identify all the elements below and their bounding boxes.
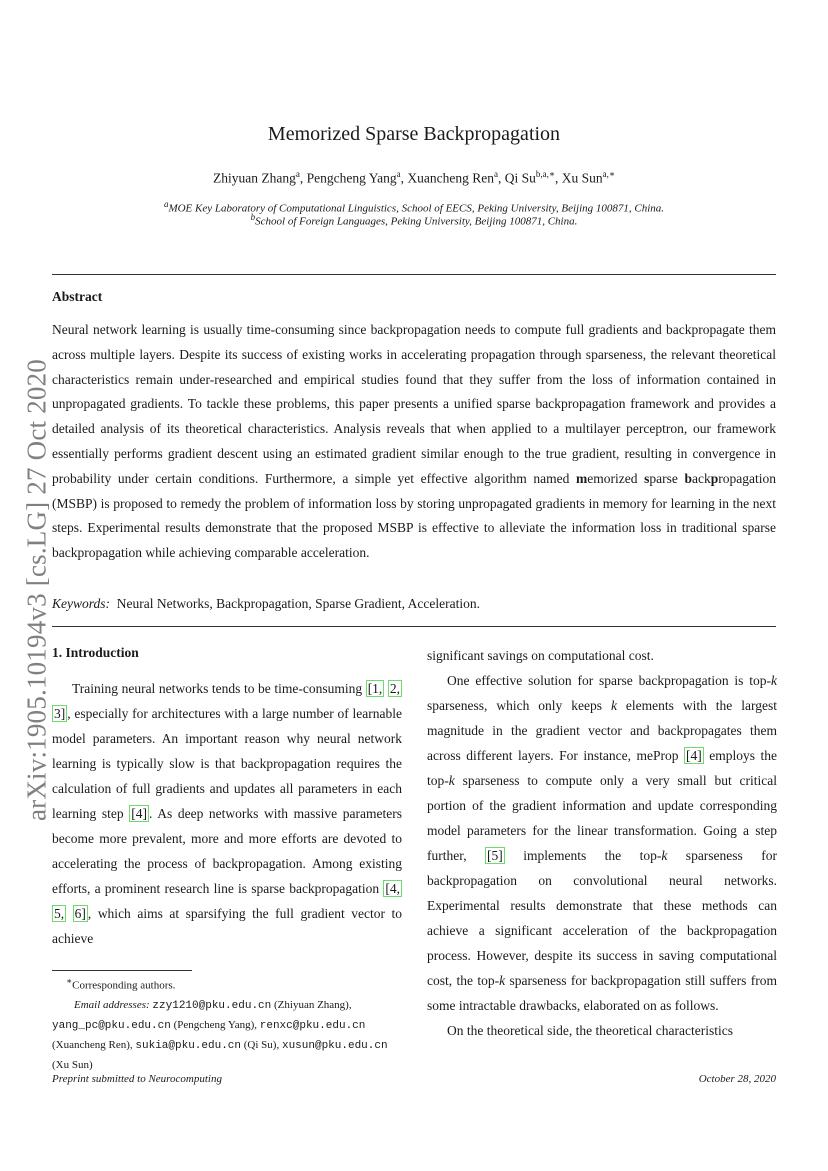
author-name: Pengcheng Yang — [306, 170, 397, 186]
footnote-line — [52, 1036, 402, 1056]
citation-link[interactable]: 6] — [74, 906, 86, 921]
footnote-line — [52, 972, 402, 996]
abstract-bold: s — [644, 470, 650, 486]
citation-link[interactable]: 2, — [389, 681, 401, 696]
affiliation-text: School of Foreign Languages, Peking University, Beijing 100871, China. — [255, 215, 578, 228]
email-address[interactable]: zzy1210@pku.edu.cn — [152, 999, 272, 1012]
arxiv-stamp: arXiv:1905.10194v3 [cs.LG] 27 Oct 2020 — [21, 358, 52, 822]
abstract-part: ack — [692, 470, 711, 486]
body-text: , especially for architectures with a large number of learnable model parameters. An important reason why neural network learning is typically slow is that backpropagation requires the calculation of full gradients and updates all parameters in each learning step — [52, 706, 402, 821]
keywords-text: Neural Networks, Backpropagation, Sparse Gradient, Acceleration. — [116, 596, 480, 611]
email-address[interactable]: renxc@pku.edu.cn — [259, 1019, 366, 1032]
footnote-line — [52, 1056, 402, 1075]
body-text: sparseness for backpropagation on convolutional neural networks. Experimental results demonstrate that these methods can achieve a significant acceleration of the backpropagation process. However, despite its success in saving computational cost, the top- — [427, 848, 777, 988]
abstract-bold: p — [710, 470, 719, 486]
footnote-line — [52, 996, 402, 1016]
footer-right: October 28, 2020 — [698, 1073, 776, 1085]
body-paragraph — [427, 668, 777, 1018]
email-owner: (Xuancheng Ren), — [52, 1038, 133, 1051]
math-k: k — [610, 698, 617, 713]
author-sup: a — [295, 169, 300, 179]
abstract-part: Neural network learning is usually time-consuming since backpropagation needs to compute full gradients and backpropagate them across multiple layers. Despite its success of existing works in accelerating propagation through sparseness, the relevant theoretical characteristics remain under-researched and empirical studies found that they suffer from the loss of information contained in unpropagated gradients. To tackle these problems, this paper presents a unified sparse backpropagation framework and provides a detailed analysis of its theoretical characteristics. Analysis reveals that when applied to a multilayer perceptron, our framework essentially performs gradient descent using an estimated gradient similar enough to the true gradient, resulting in convergence in probability under certain conditions. Furthermore, a simple yet effective algorithm named — [52, 322, 776, 486]
author-sup: a — [396, 169, 401, 179]
math-k: k — [771, 673, 777, 688]
citation-link[interactable]: [5] — [487, 848, 503, 863]
footnote-line — [52, 1016, 402, 1036]
intro-left-column — [52, 676, 402, 951]
bottom-rule — [52, 626, 776, 627]
abstract-heading: Abstract — [52, 289, 103, 304]
abstract-part: emorized — [587, 470, 645, 486]
math-k: k — [499, 973, 506, 988]
author-name: Xuancheng Ren — [407, 170, 494, 186]
top-rule — [52, 274, 776, 275]
abstract-part: parse — [649, 470, 685, 486]
body-text: employs the top- — [427, 748, 777, 788]
email-owner: (Zhiyuan Zhang), — [274, 998, 352, 1011]
intro-right-column — [427, 643, 777, 1043]
body-text: sparseness, which only keeps — [427, 698, 611, 713]
author-name: Xu Sun — [561, 170, 603, 186]
keywords — [52, 596, 480, 612]
math-k: k — [661, 848, 668, 863]
author-name: Zhiyuan Zhang — [213, 170, 296, 186]
citation-link[interactable]: 5, — [54, 906, 65, 921]
keywords-label: Keywords: — [52, 596, 110, 611]
footer-left: Preprint submitted to Neurocomputing — [52, 1073, 222, 1085]
author-sup: a — [493, 169, 498, 179]
body-text: implements the top- — [504, 848, 662, 863]
citation-link[interactable]: [4] — [685, 748, 702, 763]
body-text: Training neural networks tends to be time-consuming — [72, 681, 366, 696]
email-label: Email addresses: — [74, 998, 150, 1011]
body-paragraph: significant savings on computational cost. — [427, 648, 654, 663]
footnote-star: ∗ — [66, 976, 73, 986]
body-text: elements with the largest magnitude in the gradient vector and backpropagates them across different layers. For instance, meProp — [427, 698, 777, 763]
footnote-corresponding: Corresponding authors. — [72, 979, 176, 992]
body-text: One effective solution for sparse backpropagation is top- — [447, 673, 771, 688]
abstract-text — [52, 318, 776, 566]
author-name: Qi Su — [504, 170, 536, 186]
affiliation — [0, 212, 828, 228]
abstract-bold: m — [576, 470, 588, 486]
citation-link[interactable]: 3] — [54, 706, 66, 721]
paper-title: Memorized Sparse Backpropagation — [267, 123, 561, 145]
affiliation-sup: a — [163, 199, 169, 209]
affiliation-sup: b — [250, 212, 256, 222]
math-k: k — [448, 773, 455, 788]
email-owner: (Xu Sun) — [52, 1058, 93, 1071]
footnote-rule — [52, 970, 192, 971]
citation-link[interactable]: [4] — [131, 806, 147, 821]
email-owner: (Qi Su), — [243, 1038, 280, 1051]
email-address[interactable]: xusun@pku.edu.cn — [281, 1039, 388, 1052]
affiliation-text: MOE Key Laboratory of Computational Linguistics, School of EECS, Peking University, Beijing 100871, China. — [168, 202, 665, 215]
body-text: sparseness to compute only a very small but critical portion of the gradient information and update corresponding model parameters for the linear transformation. Going a step further, — [427, 773, 777, 863]
footnote — [52, 972, 402, 1075]
citation-link[interactable]: [1, — [367, 681, 383, 696]
section-heading: 1. Introduction — [52, 645, 139, 660]
citation-link[interactable]: [4, — [385, 881, 400, 896]
body-paragraph: On the theoretical side, the theoretical characteristics — [447, 1023, 733, 1038]
email-address[interactable]: yang_pc@pku.edu.cn — [52, 1019, 171, 1032]
email-owner: (Pengcheng Yang), — [173, 1018, 257, 1031]
body-text: . As deep networks with massive parameters become more prevalent, more and more efforts are devoted to accelerating the process of backpropagation. Among existing efforts, a prominent research line is sparse backpropagation — [52, 806, 402, 896]
body-text: sparseness for backpropagation still suffers from some intractable drawbacks, elaborated on as follows. — [427, 973, 777, 1013]
abstract-bold: b — [684, 470, 693, 486]
author-sup: a,∗ — [602, 169, 615, 179]
author-list: Zhiyuan Zhang$^a$, Pengcheng Yang$^a$, Xuancheng Ren$^a$, Qi $Su^{b,a,∗}$, Xu Sun$^{a,∗}$ — [213, 169, 615, 186]
author-sup: b,a,∗ — [535, 169, 555, 179]
email-address[interactable]: sukia@pku.edu.cn — [135, 1039, 242, 1052]
body-text: , which aims at sparsifying the full gradient vector to achieve — [52, 906, 402, 946]
abstract-part: ropagation (MSBP) is proposed to remedy the problem of information loss by storing unpropagated gradients in memory for learning in the next steps. Experimental results demonstrate that the proposed MSBP is effective to alleviate the information loss in traditional sparse backpropagation while achieving comparable acceleration. — [52, 470, 777, 561]
